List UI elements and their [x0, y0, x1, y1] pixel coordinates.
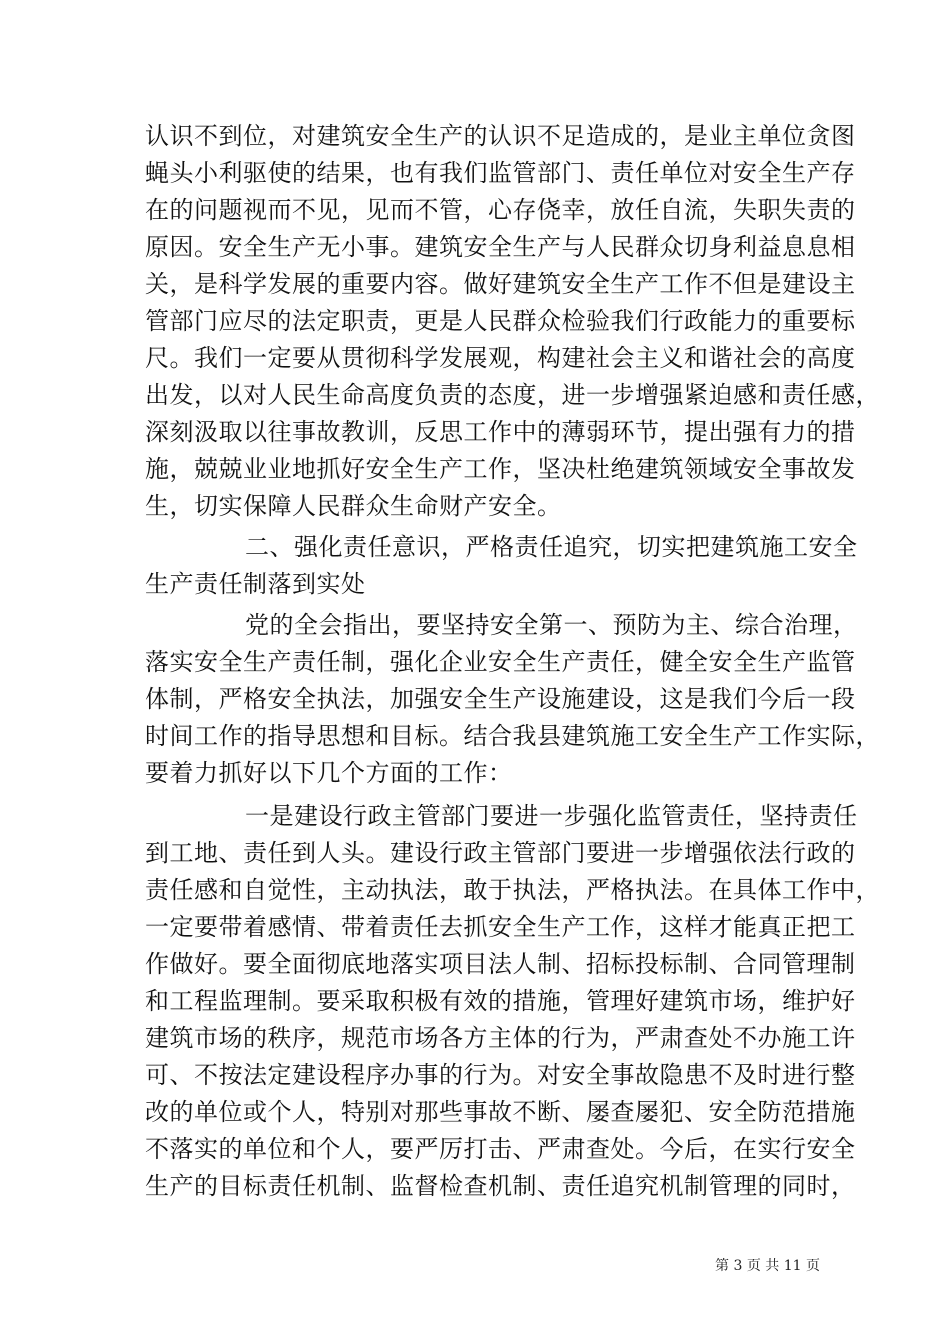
- text-line: 到工地、责任到人头。建设行政主管部门要进一步增强依法行政的: [145, 839, 856, 867]
- text-line: 时间工作的指导思想和目标。结合我县建筑施工安全生产工作实际，: [145, 722, 880, 750]
- text-line: 尺。我们一定要从贯彻科学发展观，构建社会主义和谐社会的高度: [145, 344, 856, 372]
- text-line: 在的问题视而不见，见而不管，心存侥幸，放任自流，失职失责的: [145, 196, 856, 224]
- text-line: 深刻汲取以往事故教训，反思工作中的薄弱环节，提出强有力的措: [145, 418, 856, 446]
- text-line: 关，是科学发展的重要内容。做好建筑安全生产工作不但是建设主: [145, 270, 856, 298]
- text-line: 作做好。要全面彻底地落实项目法人制、招标投标制、合同管理制: [145, 950, 856, 978]
- text-line: 责任感和自觉性，主动执法，敢于执法，严格执法。在具体工作中，: [145, 876, 880, 904]
- section-heading: 生产责任制落到实处: [145, 570, 366, 598]
- text-line: 可、不按法定建设程序办事的行为。对安全事故隐患不及时进行整: [145, 1061, 856, 1089]
- text-line: 管部门应尽的法定职责，更是人民群众检验我们行政能力的重要标: [145, 307, 856, 335]
- text-line: 不落实的单位和个人，要严厉打击、严肃查处。今后，在实行安全: [145, 1135, 856, 1163]
- section-heading: 二、强化责任意识，严格责任追究，切实把建筑施工安全: [245, 533, 858, 561]
- text-line: 一定要带着感情、带着责任去抓安全生产工作，这样才能真正把工: [145, 913, 856, 941]
- text-line: 生，切实保障人民群众生命财产安全。: [145, 492, 562, 520]
- text-line: 认识不到位，对建筑安全生产的认识不足造成的，是业主单位贪图: [145, 122, 856, 150]
- text-line: 党的全会指出，要坚持安全第一、预防为主、综合治理，: [245, 611, 858, 639]
- text-line: 改的单位或个人，特别对那些事故不断、屡查屡犯、安全防范措施: [145, 1098, 856, 1126]
- text-line: 落实安全生产责任制，强化企业安全生产责任，健全安全生产监管: [145, 648, 856, 676]
- text-line: 原因。安全生产无小事。建筑安全生产与人民群众切身利益息息相: [145, 233, 856, 261]
- text-line: 一是建设行政主管部门要进一步强化监管责任，坚持责任: [245, 802, 858, 830]
- page-number: 第 3 页 共 11 页: [715, 1258, 820, 1274]
- text-line: 和工程监理制。要采取积极有效的措施，管理好建筑市场，维护好: [145, 987, 856, 1015]
- text-line: 建筑市场的秩序，规范市场各方主体的行为，严肃查处不办施工许: [145, 1024, 856, 1052]
- text-line: 生产的目标责任机制、监督检查机制、责任追究机制管理的同时，: [145, 1172, 856, 1200]
- text-line: 要着力抓好以下几个方面的工作：: [145, 759, 513, 787]
- text-line: 出发，以对人民生命高度负责的态度，进一步增强紧迫感和责任感，: [145, 381, 880, 409]
- text-line: 蝇头小利驱使的结果，也有我们监管部门、责任单位对安全生产存: [145, 159, 856, 187]
- text-line: 体制，严格安全执法，加强安全生产设施建设，这是我们今后一段: [145, 685, 856, 713]
- text-line: 施，兢兢业业地抓好安全生产工作，坚决杜绝建筑领域安全事故发: [145, 455, 856, 483]
